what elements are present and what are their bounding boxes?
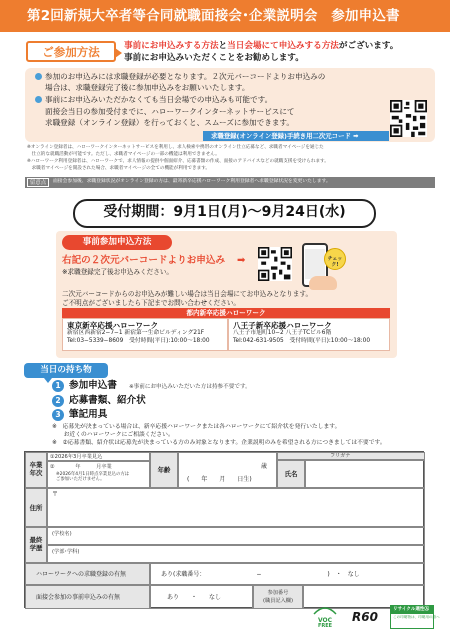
- address-field[interactable]: 〒: [47, 488, 425, 527]
- info-line-5: 求職登録（オンライン登録）を行っておくと、スムーズに参加できます。: [45, 118, 294, 127]
- referral-note-1: ※ 応募先が決まっている場合は、新卒応援ハローワークまたは各ハローワークにて紹介状を発行いたします。: [52, 424, 341, 430]
- center-card-hachioji: [228, 318, 390, 351]
- r60-logo: R60: [352, 610, 378, 624]
- caution-tag: 留意点: [27, 178, 49, 187]
- entry-number-label-cell: 参加番号 (職員記入欄): [253, 585, 303, 609]
- info-line-2: 場合は、求職登録完了後に参加申込みをお願いいたします。: [45, 83, 250, 92]
- item-documents: 2 応募書類、紹介状: [52, 395, 146, 407]
- exists-text: がございます。: [338, 41, 399, 51]
- smartphone-screen: [305, 249, 325, 279]
- note-online-1: ※オンライン登録者は、ハローワークインターネットサービスを利用し、求人検索や携帯のオンライン仕立応募など、求職者マイページを通じた: [27, 145, 324, 150]
- application-qr-code[interactable]: [258, 247, 292, 281]
- recycle-label: リサイクル適性Ⓐ この印刷物は、印刷用の紙へ: [390, 605, 434, 629]
- center-card-tokyo: [62, 318, 228, 351]
- furigana-label-cell: フリガナ: [277, 452, 425, 460]
- acceptance-period-text: 受付期間：9月1日(月)～9月24日(水): [103, 204, 346, 220]
- inquiry-text: ご不明点がございましたら下記までお問い合わせください。: [62, 299, 241, 307]
- advance-method-text: 事前にお申込みする方法: [124, 41, 219, 51]
- documents-note: ※ ②応募書類、紹介状は応募先が決まっている方のみ対象となります。企業説明のみを希望される方につきましては不要です。: [52, 440, 386, 446]
- method-description: [124, 41, 398, 52]
- acceptance-period: [73, 199, 376, 228]
- center-address: 新宿区西新宿2−7−1 新宿第一生命ビルディング21F: [67, 330, 205, 337]
- center-name: 八王子新卒応援ハローワーク: [233, 321, 332, 330]
- number-badge: 2: [52, 395, 64, 407]
- application-form: [24, 451, 424, 608]
- hellowork-registration-label-cell: ハローワークへの求職登録の有無: [25, 563, 150, 585]
- education-label-cell: 最終 学歴: [25, 527, 47, 563]
- center-address: 八王子市旭町10−2 八王子TCビル6階: [233, 330, 332, 337]
- info-line-3: 事前にお申込みいただかなくても当日会場での申込みも可能です。: [35, 95, 272, 104]
- caution-text: 面接会参加後、求職登録状況がオンライン登録の方は、最寄新卒応援ハローワーク利用登録者へ求職登録状況を変更いたします。: [53, 179, 331, 184]
- voc-free-logo: VOC FREE: [312, 606, 338, 628]
- hand-illustration: [309, 276, 337, 290]
- age-field[interactable]: 歳 ( 年 月 日生): [178, 452, 277, 488]
- page-title: 第2回新規大卒者等合同就職面接会･企業説明会 参加申込書: [0, 0, 450, 32]
- graduation-option-1[interactable]: ①2026年3月卒業見込: [47, 452, 150, 461]
- bullet-icon: [35, 96, 42, 103]
- age-label-cell: 年齢: [150, 452, 178, 488]
- onsite-method-text: 当日会場にて申込みする方法: [227, 41, 339, 51]
- advance-application-field[interactable]: あり ・ なし: [150, 585, 253, 609]
- referral-note-2: お近くのハローワークにご相談ください。: [52, 432, 174, 438]
- qr-apply-note: ※求職登録完了後お申込みください。: [62, 268, 174, 276]
- info-line-4: 面接会当日の参加受付までに、ハローワークインターネットサービスにて: [45, 107, 295, 116]
- number-badge: 3: [52, 409, 64, 421]
- center-phone: Tel:042-631-9505 受付時間(平日):10:00〜18:00: [233, 337, 371, 344]
- bullet-icon: [35, 73, 42, 80]
- check-bubble: チェック!: [324, 248, 346, 270]
- method-recommendation: 事前にお申込みいただくことをお勧めします。: [124, 53, 304, 63]
- registration-qr-label: 求職登録(オンライン登録)手続き用二次元コード ➡: [203, 131, 389, 141]
- note-hellowork-1: ※ハローワーク利用登録者は、ハローワークで、求人情報の提供や個面紹介、応募書類の作成、面接のアドバイスなどの就職支援を受けられます。: [27, 159, 329, 164]
- registration-qr-code[interactable]: [390, 100, 427, 137]
- school-name-field[interactable]: (学校名): [47, 527, 425, 545]
- graduation-option-2[interactable]: ② 年 月卒業 ※2026年4月1日時点卒業見込の方は ご参加いただけません。: [47, 461, 150, 488]
- item-stationery: 3 筆記用具: [52, 409, 107, 421]
- name-field[interactable]: [305, 460, 425, 488]
- hellowork-registration-field[interactable]: あり(求職番号： − ) ・ なし: [150, 563, 425, 585]
- note-online-2: 仕立的な就職活動が可能です。ただし、求職者マイページの一部の機能は利用できません。: [27, 152, 220, 157]
- items-to-bring-badge: 当日の持ち物: [24, 363, 108, 378]
- arrow-right-icon: ➡: [237, 255, 246, 266]
- number-badge: 1: [52, 380, 64, 392]
- advance-application-badge: 事前参加申込方法: [62, 235, 172, 250]
- center-name: 東京新卒応援ハローワーク: [67, 321, 159, 330]
- name-label-cell: 氏名: [277, 460, 305, 488]
- centers-heading: 都内新卒応援ハローワーク: [62, 308, 390, 318]
- advance-application-label-cell: 面接会参加の事前申込みの有無: [25, 585, 150, 609]
- address-label-cell: 住所: [25, 488, 47, 527]
- note-hellowork-2: 求職者マイページを開設された場合、求職者マイページの全ての機能が利用できます。: [27, 166, 211, 171]
- onsite-alternative-text: 二次元バーコードからのお申込みが難しい場合は当日会場にてお申込みとなります。: [62, 290, 313, 298]
- item-application-form: 1 参加申込書 ※事前にお申込みいただいた方は持参不要です。: [52, 380, 251, 392]
- center-phone: Tel:03−5339−8609 受付時間(平日):10:00〜18:00: [67, 337, 210, 344]
- qr-apply-instruction: 右記の２次元バーコードよりお申込み: [62, 255, 226, 266]
- graduation-label-cell: 卒業 年次: [25, 452, 47, 488]
- participation-method-badge: ご参加方法: [26, 41, 116, 62]
- and-text: と: [218, 41, 228, 51]
- school-department-field[interactable]: (学部･学科): [47, 545, 425, 563]
- voc-leaf-icon: [312, 606, 338, 615]
- info-line-1: 参加のお申込みには求職登録が必要となります。２次元バーコードよりお申込みの: [35, 72, 325, 81]
